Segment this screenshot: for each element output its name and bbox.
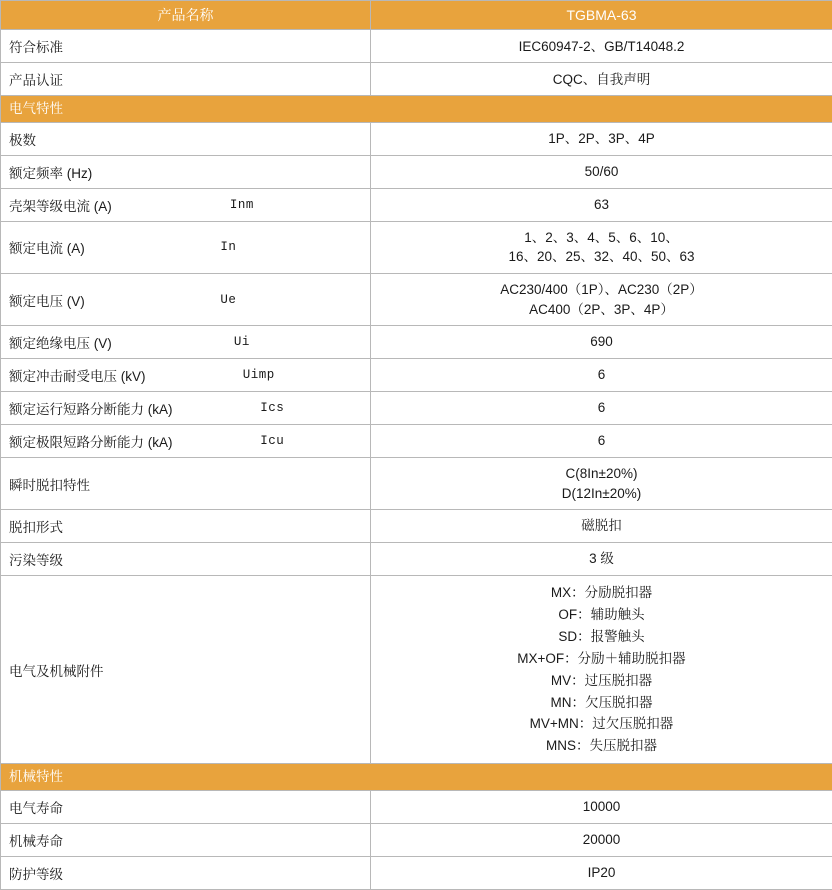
row-label-cell	[1, 392, 371, 425]
row-symbol-text: Icu	[173, 434, 363, 448]
row-value-line: 1、2、3、4、5、6、10、	[379, 228, 824, 248]
row-value-line: IEC60947-2、GB/T14048.2	[379, 37, 824, 57]
row-value-cell	[371, 458, 832, 510]
row-label-wrap	[1, 30, 370, 62]
row-value-text	[371, 576, 832, 763]
table-row	[1, 392, 832, 425]
row-label-wrap	[1, 156, 370, 188]
row-value-line: 3 级	[379, 549, 824, 569]
section-band-cell	[1, 96, 832, 123]
row-value-line: 6	[379, 398, 824, 418]
row-label-text: 额定电流 (A)	[9, 237, 85, 257]
row-label-wrap	[1, 284, 370, 316]
row-label-cell	[1, 425, 371, 458]
row-value-text	[371, 359, 832, 391]
row-value-cell	[371, 856, 832, 889]
row-value-line: MNS：失压脱扣器	[379, 735, 824, 757]
section-band-label: 电气特性	[1, 96, 832, 122]
table-row	[1, 359, 832, 392]
row-value-text	[371, 156, 832, 188]
section-band-cell	[1, 764, 832, 791]
table-row	[1, 273, 832, 325]
row-label-text: 额定极限短路分断能力 (kA)	[9, 431, 173, 451]
row-label-wrap	[1, 543, 370, 575]
row-label-wrap	[1, 791, 370, 823]
row-value-cell	[371, 823, 832, 856]
row-value-cell	[371, 221, 832, 273]
row-label-cell	[1, 856, 371, 889]
row-value-line: 50/60	[379, 162, 824, 182]
row-value-line: AC400（2P、3P、4P）	[379, 300, 824, 320]
table-row	[1, 823, 832, 856]
row-value-text	[371, 222, 832, 273]
row-label-text: 额定绝缘电压 (V)	[9, 332, 112, 352]
row-label-cell	[1, 790, 371, 823]
row-label-cell	[1, 359, 371, 392]
table-row	[1, 122, 832, 155]
row-label-text: 机械寿命	[9, 830, 63, 850]
row-symbol-text: Ue	[85, 293, 362, 307]
row-label-wrap	[1, 189, 370, 221]
row-value-line: 63	[379, 195, 824, 215]
row-label-cell	[1, 823, 371, 856]
header-label-text: 产品名称	[1, 1, 370, 29]
row-value-text	[371, 274, 832, 325]
row-value-line: MX：分励脱扣器	[379, 582, 824, 604]
row-label-wrap	[1, 326, 370, 358]
row-value-cell	[371, 63, 832, 96]
row-value-cell	[371, 188, 832, 221]
row-label-wrap	[1, 510, 370, 542]
row-label-wrap	[1, 857, 370, 889]
row-value-text	[371, 123, 832, 155]
row-value-line: SD：报警触头	[379, 626, 824, 648]
row-symbol-text: Uimp	[146, 368, 363, 382]
row-label-cell	[1, 221, 371, 273]
row-value-line: 10000	[379, 797, 824, 817]
row-value-line: 690	[379, 332, 824, 352]
row-value-cell	[371, 30, 832, 63]
row-value-text	[371, 458, 832, 509]
row-value-cell	[371, 543, 832, 576]
row-label-cell	[1, 155, 371, 188]
row-label-text: 瞬时脱扣特性	[9, 474, 90, 494]
row-value-text	[371, 189, 832, 221]
row-label-text: 额定冲击耐受电压 (kV)	[9, 365, 146, 385]
row-label-wrap	[1, 231, 370, 263]
row-label-wrap	[1, 468, 370, 500]
row-value-line: 20000	[379, 830, 824, 850]
row-value-line: MV：过压脱扣器	[379, 670, 824, 692]
row-value-cell	[371, 122, 832, 155]
row-label-text: 产品认证	[9, 69, 63, 89]
row-label-cell	[1, 543, 371, 576]
row-label-cell	[1, 458, 371, 510]
row-label-wrap	[1, 425, 370, 457]
table-row	[1, 576, 832, 764]
row-label-text: 防护等级	[9, 863, 63, 883]
row-value-text	[371, 791, 832, 823]
row-value-text	[371, 543, 832, 575]
header-value-cell	[371, 1, 832, 30]
row-symbol-text: Ui	[112, 335, 362, 349]
section-band-row	[1, 96, 832, 123]
table-row	[1, 790, 832, 823]
row-value-text	[371, 425, 832, 457]
row-symbol-text: Inm	[112, 198, 362, 212]
row-label-text: 污染等级	[9, 549, 63, 569]
row-label-wrap	[1, 654, 370, 686]
row-value-line: 16、20、25、32、40、50、63	[379, 247, 824, 267]
row-value-text	[371, 857, 832, 889]
row-value-text	[371, 326, 832, 358]
row-value-text	[371, 510, 832, 542]
row-value-line: 1P、2P、3P、4P	[379, 129, 824, 149]
row-value-cell	[371, 392, 832, 425]
row-label-wrap	[1, 123, 370, 155]
row-value-cell	[371, 576, 832, 764]
row-label-text: 额定电压 (V)	[9, 290, 85, 310]
row-label-text: 额定运行短路分断能力 (kA)	[9, 398, 173, 418]
table-row	[1, 30, 832, 63]
table-row	[1, 63, 832, 96]
row-label-cell	[1, 273, 371, 325]
row-value-line: C(8In±20%)	[379, 464, 824, 484]
row-value-cell	[371, 326, 832, 359]
row-value-line: CQC、自我声明	[379, 70, 824, 90]
row-label-text: 额定频率 (Hz)	[9, 162, 92, 182]
table-row	[1, 326, 832, 359]
table-row	[1, 221, 832, 273]
row-label-text: 脱扣形式	[9, 516, 63, 536]
row-symbol-text: Ics	[173, 401, 363, 415]
row-label-wrap	[1, 359, 370, 391]
row-label-cell	[1, 576, 371, 764]
row-label-cell	[1, 30, 371, 63]
table-row	[1, 425, 832, 458]
section-band-row	[1, 764, 832, 791]
table-row	[1, 458, 832, 510]
row-value-line: 6	[379, 365, 824, 385]
row-symbol-text: In	[85, 240, 362, 254]
row-value-cell	[371, 510, 832, 543]
table-row	[1, 856, 832, 889]
row-label-cell	[1, 63, 371, 96]
row-label-text: 壳架等级电流 (A)	[9, 195, 112, 215]
row-label-text: 电气寿命	[9, 797, 63, 817]
row-value-cell	[371, 425, 832, 458]
row-label-text: 符合标准	[9, 36, 63, 56]
row-value-text	[371, 824, 832, 856]
row-label-wrap	[1, 63, 370, 95]
row-value-line: IP20	[379, 863, 824, 883]
row-value-cell	[371, 155, 832, 188]
row-value-cell	[371, 359, 832, 392]
row-value-line: 磁脱扣	[379, 516, 824, 536]
table-row	[1, 188, 832, 221]
row-label-cell	[1, 188, 371, 221]
table-row	[1, 510, 832, 543]
row-label-wrap	[1, 392, 370, 424]
row-value-line: MN：欠压脱扣器	[379, 692, 824, 714]
row-value-line: MV+MN：过欠压脱扣器	[379, 713, 824, 735]
table-row	[1, 543, 832, 576]
row-value-line: OF：辅助触头	[379, 604, 824, 626]
section-band-label: 机械特性	[1, 764, 832, 790]
row-label-cell	[1, 122, 371, 155]
row-value-text	[371, 392, 832, 424]
row-value-text	[371, 31, 832, 63]
table-row	[1, 155, 832, 188]
row-value-line: MX+OF：分励＋辅助脱扣器	[379, 648, 824, 670]
row-label-cell	[1, 510, 371, 543]
row-value-line: AC230/400（1P）、AC230（2P）	[379, 280, 824, 300]
row-label-cell	[1, 326, 371, 359]
header-label-cell	[1, 1, 371, 30]
row-value-text	[371, 64, 832, 96]
header-value-text: TGBMA-63	[371, 1, 832, 29]
row-label-text: 电气及机械附件	[9, 660, 104, 680]
row-label-text: 极数	[9, 129, 36, 149]
row-value-line: D(12In±20%)	[379, 484, 824, 504]
row-value-cell	[371, 273, 832, 325]
row-value-line: 6	[379, 431, 824, 451]
row-label-wrap	[1, 824, 370, 856]
spec-table-body	[1, 1, 832, 890]
row-value-cell	[371, 790, 832, 823]
table-header-row	[1, 1, 832, 30]
